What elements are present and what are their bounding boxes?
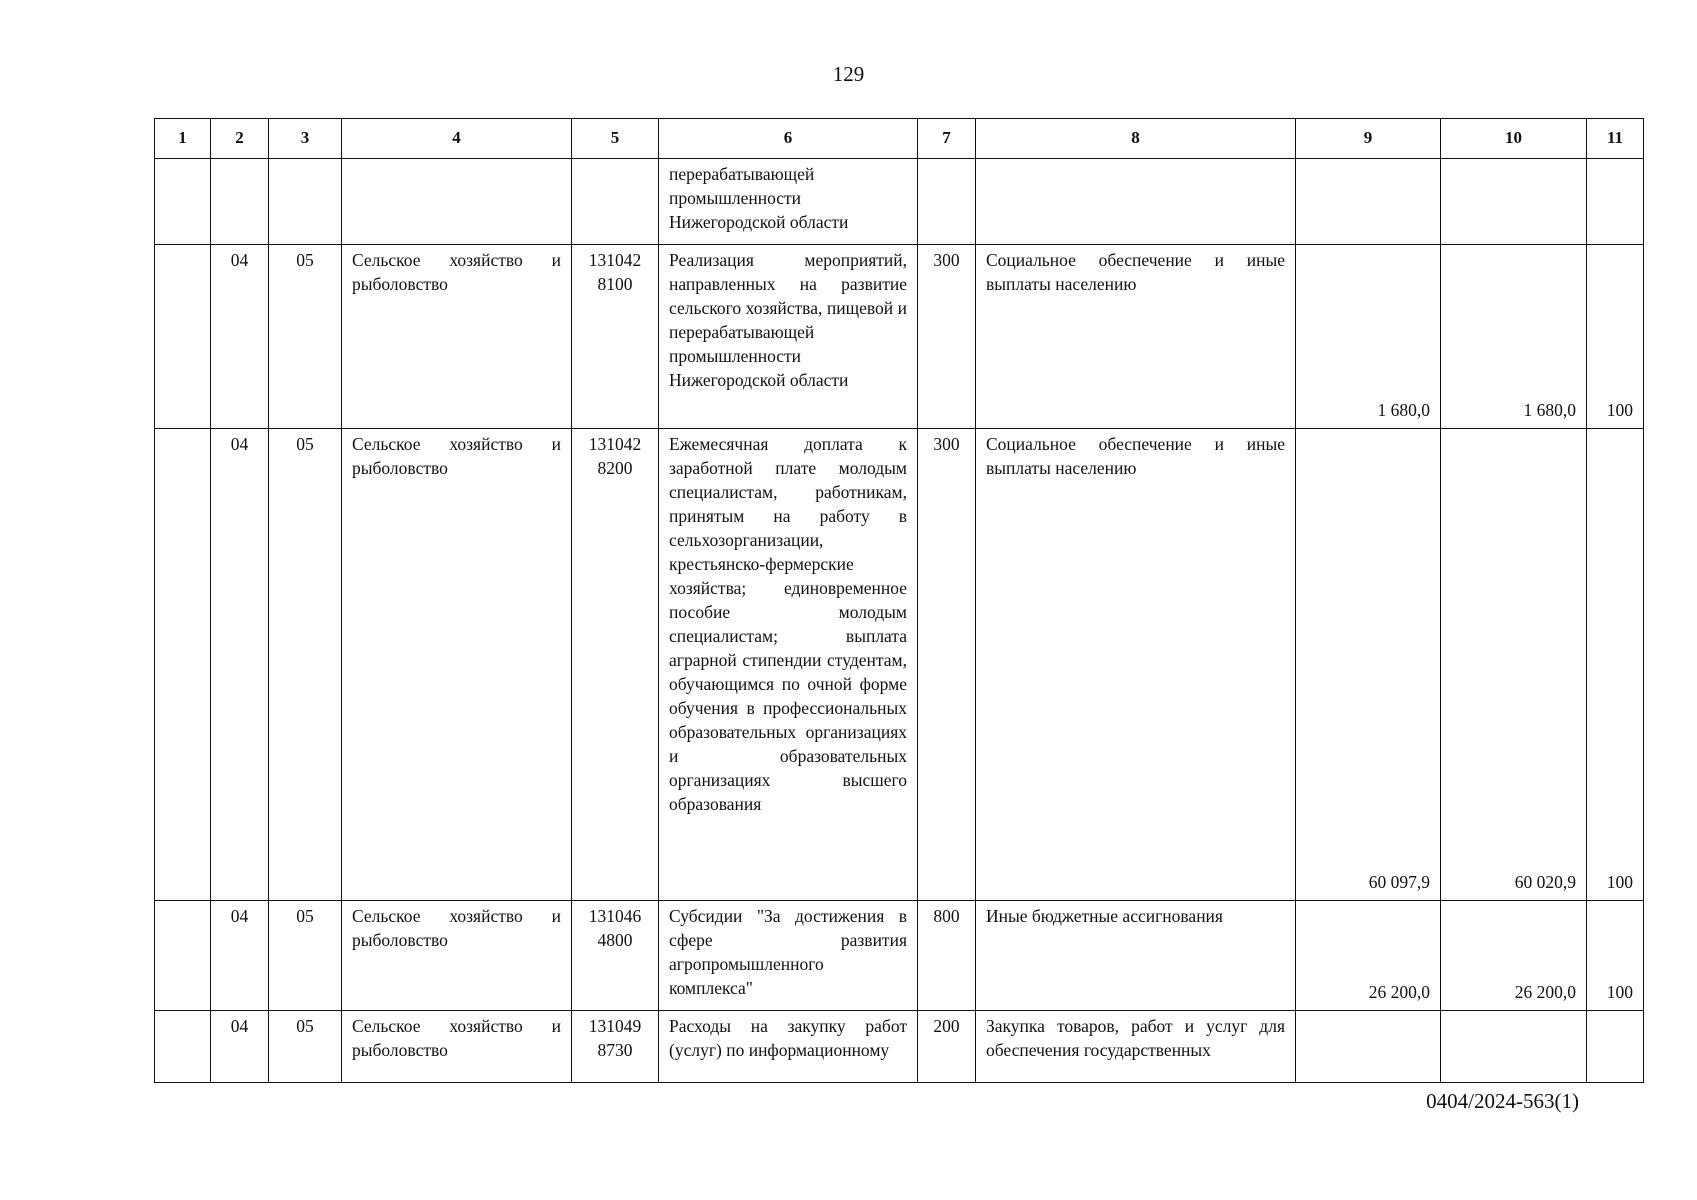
budget-table <box>154 118 1644 1083</box>
subsection-code-cell: 05 <box>269 245 342 429</box>
page-number: 129 <box>832 62 865 86</box>
expense-type-name-cell: Социальное обеспечение и иные выплаты населению <box>976 245 1296 429</box>
section-name-cell: Сельское хозяйство и рыболовство <box>342 429 572 901</box>
section-name-cell <box>342 159 572 245</box>
target-code-cell <box>572 429 659 901</box>
target-code-part1: 131042 <box>588 434 642 454</box>
header-cell: 1 <box>155 119 211 159</box>
planned-amount-cell: 26 200,0 <box>1296 901 1441 1011</box>
percent-cell <box>1587 159 1644 245</box>
table-row <box>155 1011 1644 1083</box>
actual-amount-cell <box>1441 1011 1587 1083</box>
actual-amount-cell: 60 020,9 <box>1441 429 1587 901</box>
section-code-cell: 04 <box>211 429 269 901</box>
subsection-code-cell: 05 <box>269 429 342 901</box>
planned-amount-cell <box>1296 1011 1441 1083</box>
table-row <box>155 245 1644 429</box>
expense-type-cell <box>918 159 976 245</box>
row-index-cell <box>155 1011 211 1083</box>
header-cell: 7 <box>918 119 976 159</box>
purpose-cell: Субсидии "За достижения в сфере развития агропромышленного комплекса" <box>659 901 918 1011</box>
row-index-cell <box>155 429 211 901</box>
expense-type-cell: 300 <box>918 245 976 429</box>
header-cell: 6 <box>659 119 918 159</box>
target-code-part1: 131049 <box>588 1016 642 1036</box>
actual-amount-cell: 1 680,0 <box>1441 245 1587 429</box>
header-cell: 9 <box>1296 119 1441 159</box>
expense-type-cell: 200 <box>918 1011 976 1083</box>
section-name-cell: Сельское хозяйство и рыболовство <box>342 1011 572 1083</box>
section-code-cell: 04 <box>211 245 269 429</box>
expense-type-cell: 800 <box>918 901 976 1011</box>
header-cell: 4 <box>342 119 572 159</box>
document-code: 0404/2024-563(1) <box>1426 1089 1579 1113</box>
purpose-cell: перерабатывающей промышленности Нижегородской области <box>659 159 918 245</box>
header-cell: 11 <box>1587 119 1644 159</box>
purpose-cell: Расходы на закупку работ (услуг) по информационному <box>659 1011 918 1083</box>
percent-cell <box>1587 1011 1644 1083</box>
expense-type-name-cell <box>976 159 1296 245</box>
target-code-part2: 8730 <box>597 1040 633 1060</box>
header-cell: 5 <box>572 119 659 159</box>
purpose-cell: Реализация мероприятий, направленных на развитие сельского хозяйства, пищевой и перерабатывающей промышленности Нижегородской области <box>659 245 918 429</box>
section-code-cell: 04 <box>211 1011 269 1083</box>
target-code-part1: 131042 <box>588 250 642 270</box>
percent-cell: 100 <box>1587 245 1644 429</box>
percent-cell: 100 <box>1587 901 1644 1011</box>
section-name-cell: Сельское хозяйство и рыболовство <box>342 901 572 1011</box>
header-cell: 8 <box>976 119 1296 159</box>
target-code-cell <box>572 245 659 429</box>
subsection-code-cell: 05 <box>269 901 342 1011</box>
actual-amount-cell <box>1441 159 1587 245</box>
expense-type-name-cell: Иные бюджетные ассигнования <box>976 901 1296 1011</box>
purpose-cell: Ежемесячная доплата к заработной плате молодым специалистам, работникам, принятым на работу в сельхозорганизации, крестьянско-фермерские хозяйства; единовременное пособие молодым специалистам; выплата аграрной стипендии студентам, обучающимся по очной форме обучения в профессиональных образовательных организациях и образовательных организациях высшего образования <box>659 429 918 901</box>
expense-type-name-cell: Социальное обеспечение и иные выплаты населению <box>976 429 1296 901</box>
header-row <box>155 119 1644 159</box>
planned-amount-cell: 1 680,0 <box>1296 245 1441 429</box>
section-code-cell: 04 <box>211 901 269 1011</box>
target-code-part2: 4800 <box>597 930 633 950</box>
table-row <box>155 429 1644 901</box>
row-index-cell <box>155 245 211 429</box>
table-row <box>155 159 1644 245</box>
target-code-cell <box>572 1011 659 1083</box>
table-row <box>155 901 1644 1011</box>
expense-type-name-cell: Закупка товаров, работ и услуг для обеспечения государственных <box>976 1011 1296 1083</box>
planned-amount-cell <box>1296 159 1441 245</box>
subsection-code-cell: 05 <box>269 1011 342 1083</box>
target-code-cell <box>572 901 659 1011</box>
target-code-cell <box>572 159 659 245</box>
percent-cell: 100 <box>1587 429 1644 901</box>
planned-amount-cell: 60 097,9 <box>1296 429 1441 901</box>
row-index-cell <box>155 901 211 1011</box>
header-cell: 2 <box>211 119 269 159</box>
row-index-cell <box>155 159 211 245</box>
header-cell: 10 <box>1441 119 1587 159</box>
header-cell: 3 <box>269 119 342 159</box>
section-name-cell: Сельское хозяйство и рыболовство <box>342 245 572 429</box>
target-code-part2: 8100 <box>597 274 633 294</box>
actual-amount-cell: 26 200,0 <box>1441 901 1587 1011</box>
target-code-part1: 131046 <box>588 906 642 926</box>
subsection-code-cell <box>269 159 342 245</box>
section-code-cell <box>211 159 269 245</box>
expense-type-cell: 300 <box>918 429 976 901</box>
target-code-part2: 8200 <box>597 458 633 478</box>
